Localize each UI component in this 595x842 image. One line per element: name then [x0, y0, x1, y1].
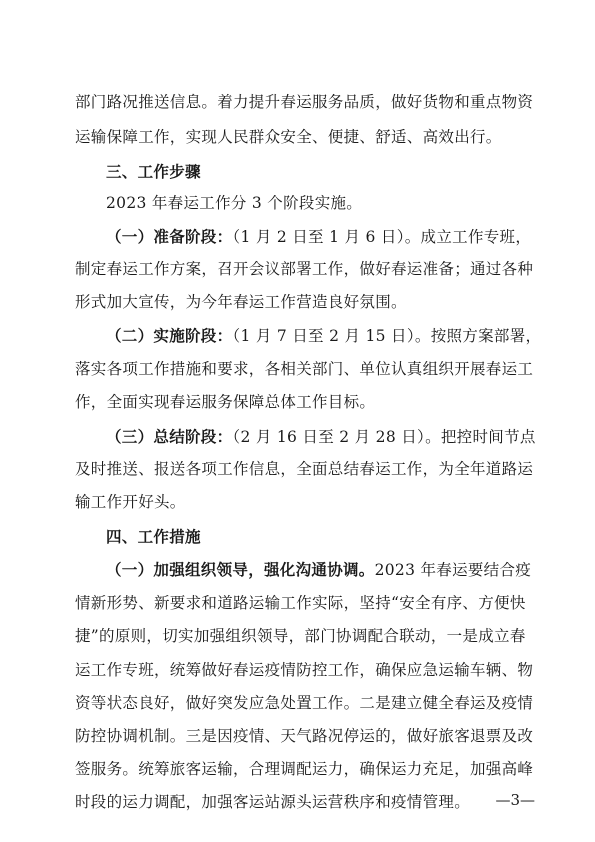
stage-1-line-1 — [106, 227, 532, 247]
measure-1-line-6: 防控协调机制。三是因疫情、天气路况停运的，做好旅客退票及改 — [75, 727, 534, 745]
measure-1-line-5: 资等状态良好，做好突发应急处置工作。二是建立健全春运及疫情 — [75, 694, 534, 712]
stage-1-line-2: 制定春运工作方案，召开会议部署工作，做好春运准备；通过各种 — [75, 260, 534, 278]
section-3-heading: 三、工作步骤 — [106, 163, 201, 181]
stage-1-dates: （1 月 2 日至 1 月 6 日）。成立工作专班， — [232, 228, 532, 246]
stage-2-label: （二）实施阶段： — [106, 327, 233, 345]
measure-1-line-8: 时段的运力调配，加强客运站源头运营秩序和疫情管理。 — [75, 793, 471, 811]
measure-1-line-4: 运工作专班，统筹做好春运疫情防控工作，确保应急运输车辆、物 — [75, 661, 534, 679]
section-3-intro: 2023 年春运工作分 3 个阶段实施。 — [106, 194, 363, 212]
measure-1-text-start: 2023 年春运要结合疫 — [374, 561, 532, 579]
stage-2-line-3: 作，全面实现春运服务保障总体工作目标。 — [75, 393, 376, 411]
stage-2-line-1 — [106, 326, 542, 346]
measure-1-line-2: 情新形势、新要求和道路运输工作实际，坚持“安全有序、方便快 — [75, 594, 526, 612]
stage-1-line-3: 形式加大宣传，为今年春运工作营造良好氛围。 — [75, 293, 407, 311]
measure-1-line-3: 捷”的原则，切实加强组织领导，部门协调配合联动，一是成立春 — [75, 627, 526, 645]
stage-3-label: （三）总结阶段： — [106, 428, 233, 446]
stage-3-line-1 — [106, 427, 536, 447]
stage-2-dates: （1 月 7 日至 2 月 15 日）。按照方案部署， — [232, 327, 542, 345]
measure-1-label: （一）加强组织领导，强化沟通协调。 — [106, 561, 375, 579]
intro-line-1: 部门路况推送信息。着力提升春运服务品质，做好货物和重点物资 — [75, 93, 534, 111]
measure-1-line-1 — [106, 560, 532, 580]
measure-1-line-7: 签服务。统筹旅客运输，合理调配运力，确保运力充足，加强高峰 — [75, 760, 534, 778]
stage-2-line-2: 落实各项工作措施和要求，各相关部门、单位认真组织开展春运工 — [75, 360, 534, 378]
section-4-heading: 四、工作措施 — [106, 528, 201, 546]
intro-line-2: 运输保障工作，实现人民群众安全、便捷、舒适、高效出行。 — [75, 128, 502, 146]
stage-3-dates: （2 月 16 日至 2 月 28 日）。把控时间节点 — [232, 428, 536, 446]
stage-1-label: （一）准备阶段： — [106, 228, 233, 246]
page-number: —3— — [495, 791, 535, 809]
stage-3-line-3: 输工作开好头。 — [75, 493, 186, 511]
stage-3-line-2: 及时推送、报送各项工作信息，全面总结春运工作，为全年道路运 — [75, 460, 534, 478]
